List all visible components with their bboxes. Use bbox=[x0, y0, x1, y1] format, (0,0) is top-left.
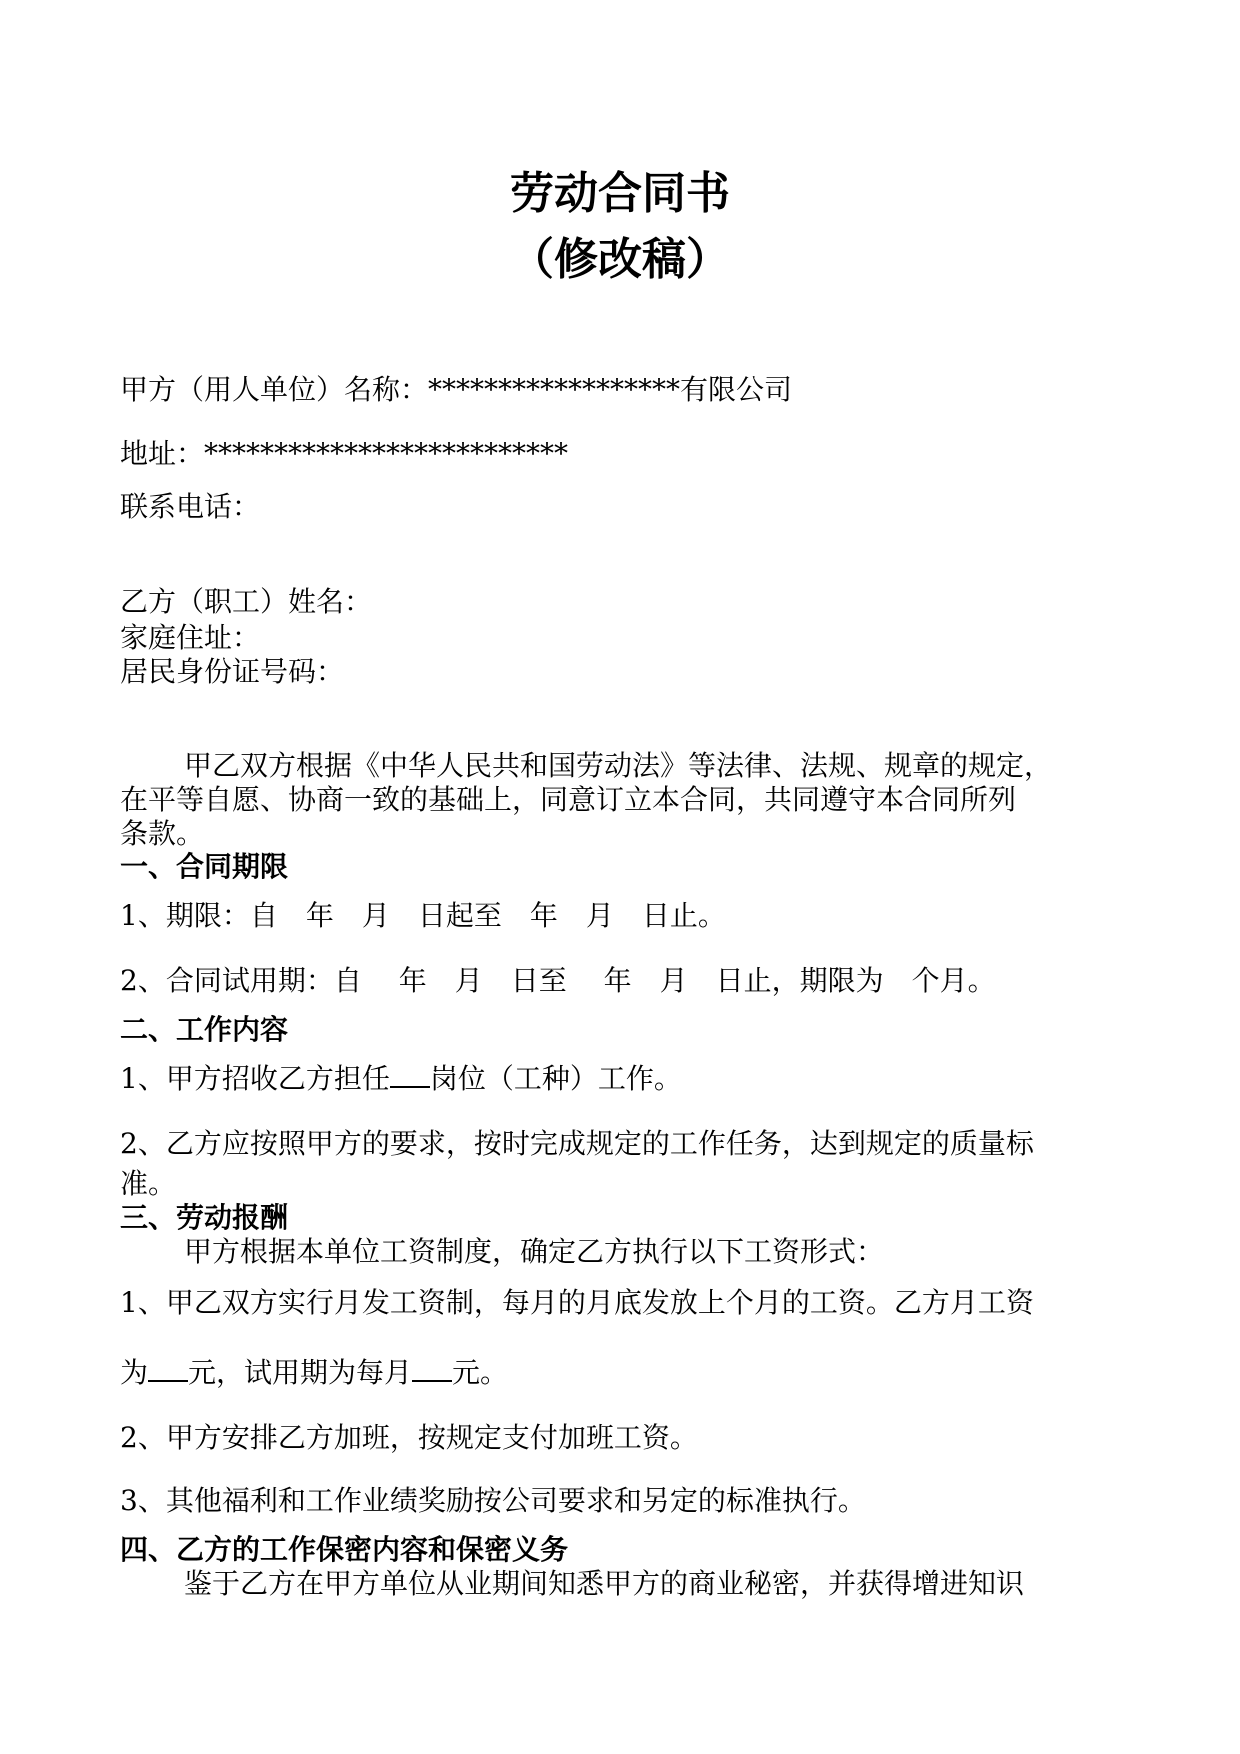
job-position-blank bbox=[390, 1086, 430, 1088]
preamble-line-3: 条款。 bbox=[120, 817, 205, 850]
document-subtitle: （修改稿） bbox=[510, 234, 730, 285]
party-b-id-number: 居民身份证号码： bbox=[120, 655, 345, 688]
section-3-item-1-line-2 bbox=[120, 1356, 509, 1389]
section-2-item-1-suffix: 岗位（工种）工作。 bbox=[429, 1062, 682, 1095]
section-4-heading: 四、乙方的工作保密内容和保密义务 bbox=[120, 1533, 569, 1566]
section-2-heading: 二、工作内容 bbox=[120, 1013, 289, 1046]
document-title: 劳动合同书 bbox=[510, 168, 730, 219]
section-2-item-1 bbox=[120, 1062, 682, 1095]
party-a-address: 地址：************************** bbox=[120, 437, 569, 470]
section-2-item-2-line-1: 2、乙方应按照甲方的要求，按时完成规定的工作任务，达到规定的质量标 bbox=[120, 1127, 1034, 1160]
probation-salary-blank bbox=[412, 1380, 452, 1382]
section-2-item-2-line-2: 准。 bbox=[120, 1167, 177, 1200]
section-3-item-2: 2、甲方安排乙方加班，按规定支付加班工资。 bbox=[120, 1421, 698, 1454]
salary-suffix: 元。 bbox=[452, 1356, 509, 1389]
section-3-item-3: 3、其他福利和工作业绩奖励按公司要求和另定的标准执行。 bbox=[120, 1484, 866, 1517]
party-a-phone: 联系电话： bbox=[120, 490, 261, 523]
salary-prefix: 为 bbox=[120, 1356, 149, 1389]
section-1-heading: 一、合同期限 bbox=[120, 850, 289, 883]
party-a-name: 甲方（用人单位）名称：******************有限公司 bbox=[120, 373, 793, 406]
preamble-line-1: 甲乙双方根据《中华人民共和国劳动法》等法律、法规、规章的规定， bbox=[184, 749, 1053, 782]
party-b-home-address: 家庭住址： bbox=[120, 621, 261, 654]
section-4-intro: 鉴于乙方在甲方单位从业期间知悉甲方的商业秘密，并获得增进知识 bbox=[184, 1567, 1025, 1600]
section-3-intro: 甲方根据本单位工资制度，确定乙方执行以下工资形式： bbox=[184, 1235, 885, 1268]
section-3-heading: 三、劳动报酬 bbox=[120, 1201, 289, 1234]
preamble-line-2: 在平等自愿、协商一致的基础上，同意订立本合同，共同遵守本合同所列 bbox=[120, 783, 1017, 816]
party-b-name: 乙方（职工）姓名： bbox=[120, 585, 373, 618]
section-1-item-2: 2、合同试用期：自 年 月 日至 年 月 日止，期限为 个月。 bbox=[120, 964, 996, 997]
section-3-item-1-line-1: 1、甲乙双方实行月发工资制，每月的月底发放上个月的工资。乙方月工资 bbox=[120, 1286, 1034, 1319]
section-1-item-1: 1、期限：自 年 月 日起至 年 月 日止。 bbox=[120, 899, 726, 932]
monthly-salary-blank bbox=[148, 1380, 188, 1382]
section-2-item-1-prefix: 1、甲方招收乙方担任 bbox=[120, 1062, 390, 1095]
probation-salary-label: 元，试用期为每月 bbox=[188, 1356, 413, 1389]
